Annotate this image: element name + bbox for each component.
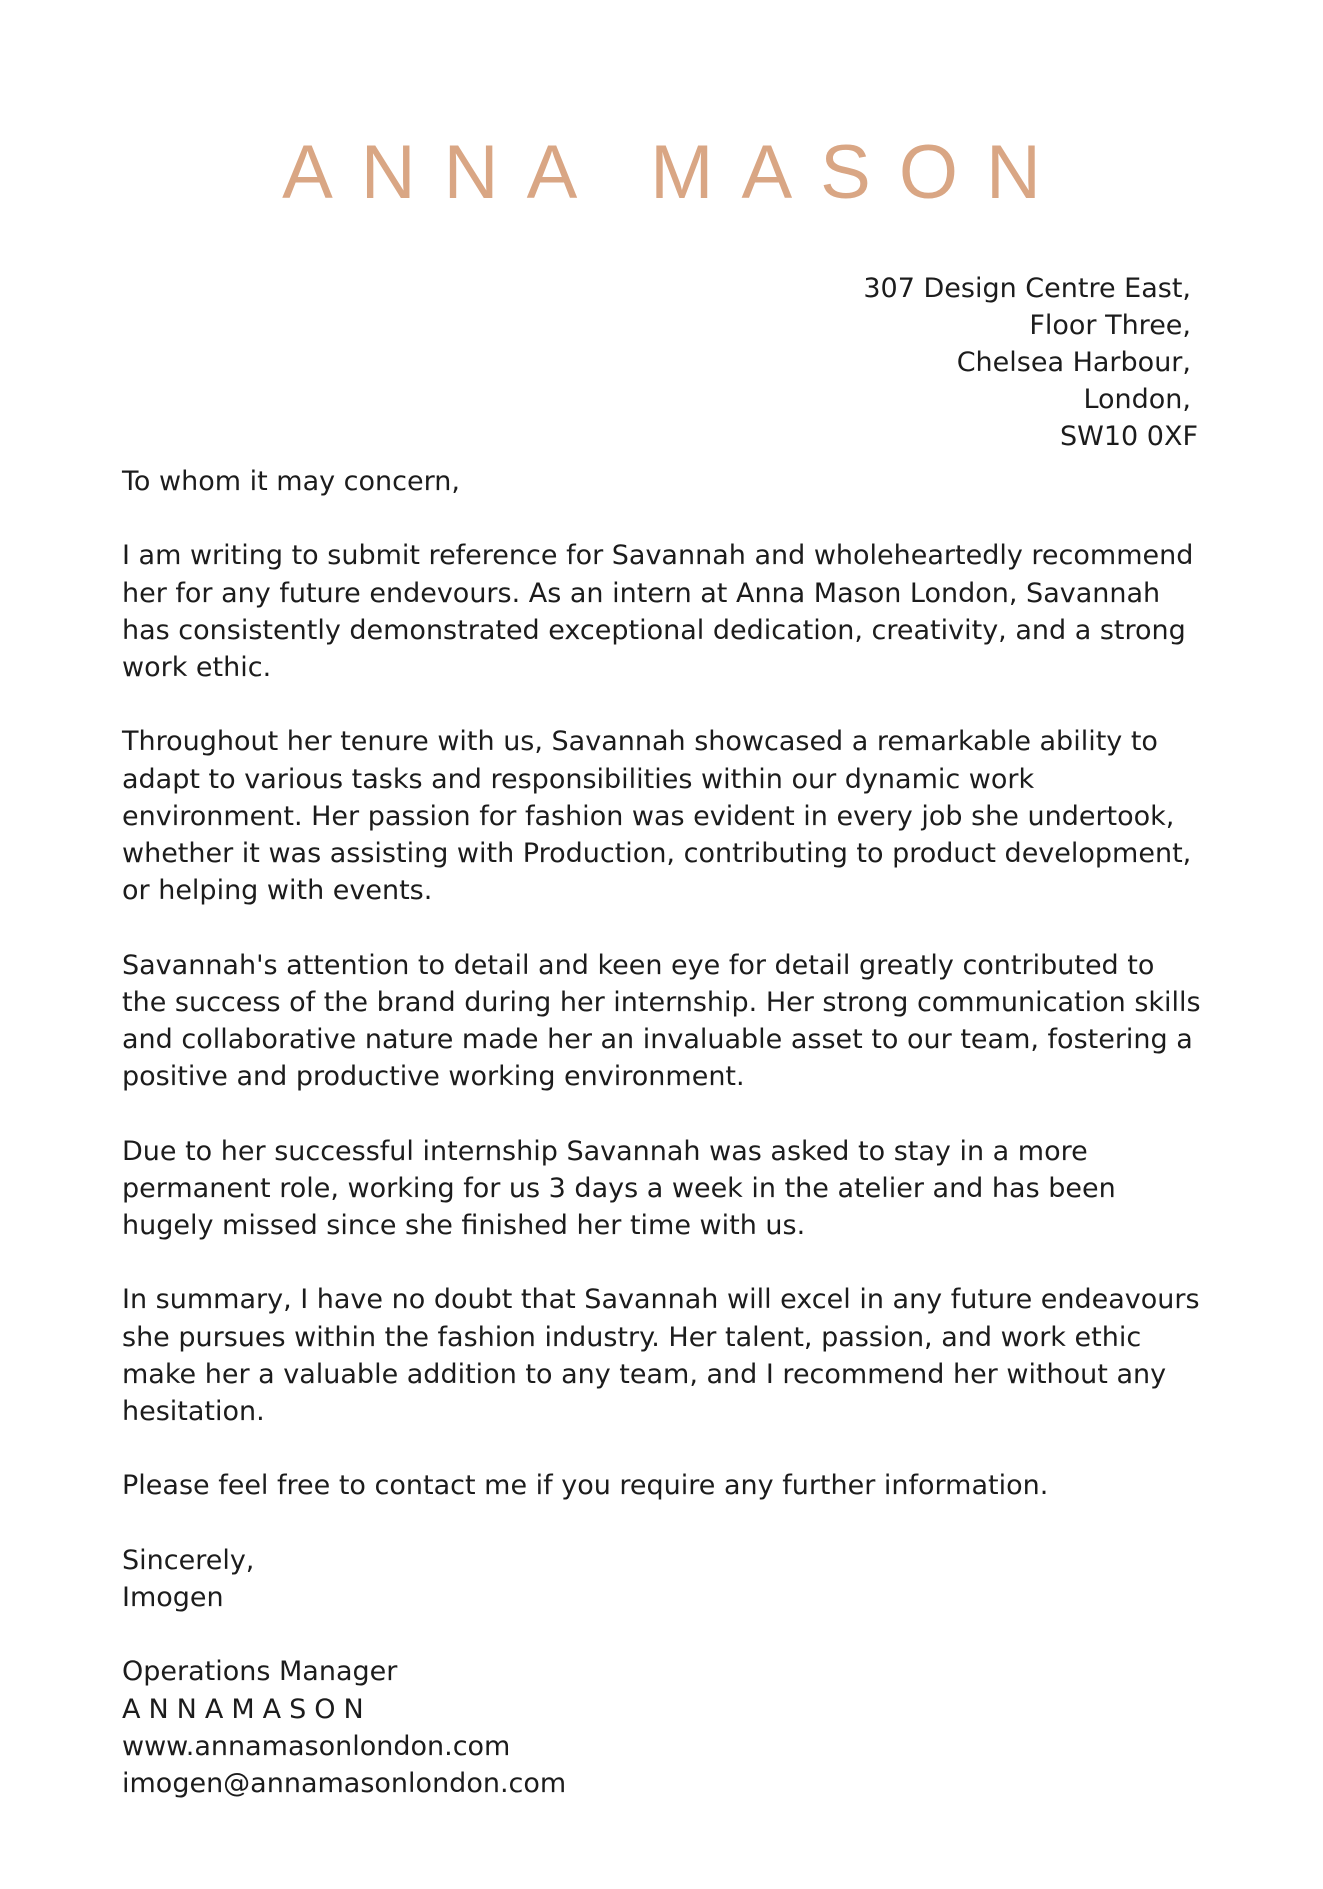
address-postcode: SW10 0XF: [1060, 421, 1198, 452]
sender-address: [863, 270, 1198, 455]
address-line: London,: [1083, 384, 1191, 415]
address-line: Floor Three,: [1029, 310, 1191, 341]
signature-website: www.annamasonlondon.com: [122, 1730, 511, 1762]
paragraph-tenure: Throughout her tenure with us, Savannah showcased a remarkable ability to adapt to various tasks and responsibilities within our dynamic work environment. Her passion for fashion was evident in every job she undertook, whether it was assisting with Production, contributing to product development, or helping with events.: [122, 726, 1192, 907]
signature-company: ANNAMASON: [122, 1693, 372, 1725]
letter-body: [122, 463, 1207, 1802]
paragraph-attention: Savannah's attention to detail and keen eye for detail greatly contributed to the success of the brand during her internship. Her strong communication skills and collaborative nature made her an invaluable asset to our team, fostering a positive and productive working environment.: [122, 949, 1201, 1093]
paragraph-summary: In summary, I have no doubt that Savannah will excel in any future endeavours she pursues within the fashion industry. Her talent, passion, and work ethic make her a valuable addition to any team, and I recommend her without any hesitation.: [122, 1284, 1200, 1427]
letterhead-brand: ANNA MASON: [282, 130, 1069, 215]
closing: Sincerely,: [122, 1544, 255, 1576]
address-line: 307 Design Centre East,: [863, 273, 1191, 304]
paragraph-permanent-role: Due to her successful internship Savannah was asked to stay in a more permanent role, working for us 3 days a week in the atelier and has been hugely missed since she finished her time with us.: [122, 1135, 1116, 1241]
paragraph-contact: Please feel free to contact me if you require any further information.: [122, 1470, 1049, 1502]
signer-title: Operations Manager: [122, 1656, 398, 1688]
signer-name: Imogen: [122, 1581, 224, 1613]
paragraph-intro: I am writing to submit reference for Savannah and wholeheartedly recommend her for any future endevours. As an intern at Anna Mason London, Savannah has consistently demonstrated exceptional dedication, creativity, and a strong work ethic.: [122, 540, 1194, 683]
address-line: Chelsea Harbour,: [956, 347, 1191, 378]
salutation: To whom it may concern,: [122, 466, 460, 497]
signature-email: imogen@annamasonlondon.com: [122, 1767, 567, 1799]
